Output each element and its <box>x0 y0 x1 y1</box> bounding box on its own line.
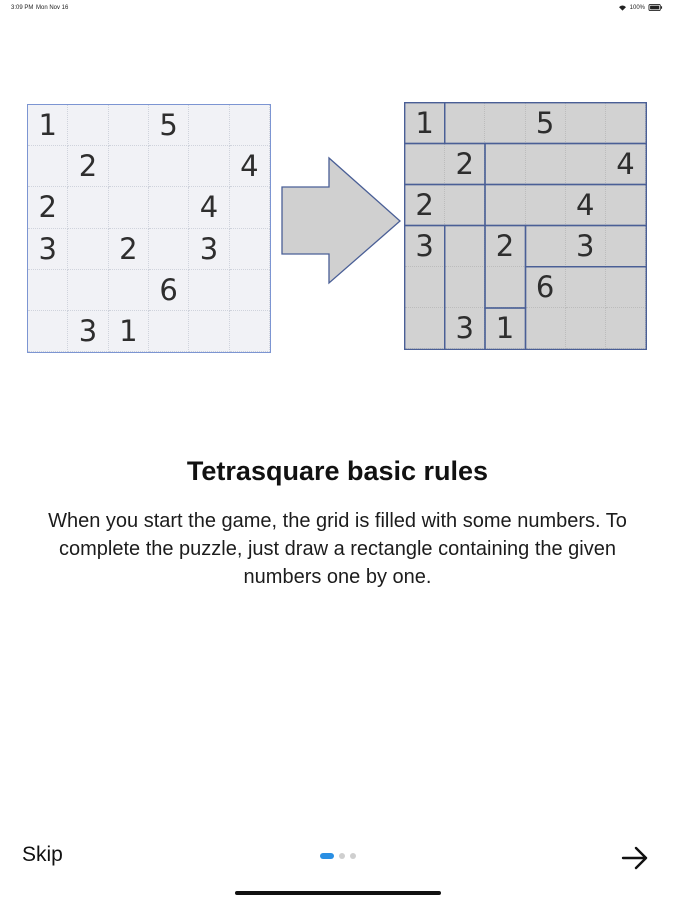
puzzle-grid-cell <box>68 270 108 311</box>
solved-grid-cell: 2 <box>405 185 445 226</box>
puzzle-grid-cell: 3 <box>28 229 68 270</box>
puzzle-grid-cell <box>230 187 270 228</box>
puzzle-grid-cell: 2 <box>28 187 68 228</box>
wifi-icon <box>618 4 627 11</box>
solved-grid-cell: 6 <box>526 267 566 308</box>
puzzle-grid-cell <box>189 311 229 352</box>
solved-grid-cell <box>606 267 646 308</box>
solved-grid-cell <box>445 267 485 308</box>
rules-description: When you start the game, the grid is filled with some numbers. To complete the puzzle, just draw a rectangle containing the given numbers one by one. <box>48 510 627 588</box>
solved-grid-cell <box>485 144 525 185</box>
puzzle-grid-cell: 2 <box>68 146 108 187</box>
solved-grid-cell <box>405 308 445 349</box>
solved-grid-cell <box>566 308 606 349</box>
solved-grid-cell: 4 <box>566 185 606 226</box>
puzzle-grid-cell: 5 <box>149 105 189 146</box>
puzzle-grid-cell <box>109 105 149 146</box>
solved-grid-cell <box>606 308 646 349</box>
solved-grid-cell <box>566 144 606 185</box>
puzzle-grid-cell <box>68 229 108 270</box>
solved-grid-cell <box>606 103 646 144</box>
page-dot-3[interactable] <box>350 853 356 859</box>
page-dot-1[interactable] <box>320 853 334 859</box>
puzzle-grid-cell <box>149 311 189 352</box>
solved-grid-cell <box>526 226 566 267</box>
puzzle-grid-cell: 1 <box>109 311 149 352</box>
solved-grid-cell <box>405 144 445 185</box>
solved-grid-cell: 3 <box>445 308 485 349</box>
solved-grid-cell <box>485 267 525 308</box>
status-bar <box>0 0 675 18</box>
puzzle-grid-cell <box>149 187 189 228</box>
puzzle-grid <box>27 104 271 353</box>
puzzle-grid-cell <box>68 105 108 146</box>
solved-grid-cell <box>445 226 485 267</box>
puzzle-grid-cell <box>149 229 189 270</box>
right-arrow-icon <box>279 156 403 286</box>
solved-grid-cell <box>566 267 606 308</box>
puzzle-grid-cell <box>189 270 229 311</box>
solved-grid <box>404 102 647 350</box>
status-date: Mon Nov 16 <box>36 5 69 11</box>
solved-grid-cell: 3 <box>405 226 445 267</box>
puzzle-grid-cell: 1 <box>28 105 68 146</box>
solved-grid-cell <box>445 103 485 144</box>
puzzle-grid-cell <box>68 187 108 228</box>
puzzle-grid-cell <box>109 270 149 311</box>
solved-grid-cell: 2 <box>485 226 525 267</box>
solved-grid-cell: 5 <box>526 103 566 144</box>
puzzle-grid-cell <box>28 146 68 187</box>
puzzle-grid-cell: 3 <box>68 311 108 352</box>
solved-grid-cell: 1 <box>405 103 445 144</box>
skip-button[interactable]: Skip <box>22 843 63 866</box>
puzzle-grid-cell <box>189 146 229 187</box>
status-indicators <box>618 4 663 11</box>
puzzle-grid-cell <box>109 146 149 187</box>
puzzle-grid-cell: 3 <box>189 229 229 270</box>
page-dot-2[interactable] <box>339 853 345 859</box>
puzzle-grid-cell <box>28 270 68 311</box>
page-title: Tetrasquare basic rules <box>186 456 489 486</box>
solved-grid-cell <box>485 103 525 144</box>
solved-grid-cell <box>606 185 646 226</box>
puzzle-grid-cell <box>230 311 270 352</box>
puzzle-grid-cell: 2 <box>109 229 149 270</box>
puzzle-grid-cell <box>149 146 189 187</box>
puzzle-grid-cell <box>230 105 270 146</box>
puzzle-grid-cell: 4 <box>189 187 229 228</box>
puzzle-grid-cell: 4 <box>230 146 270 187</box>
arrow-right-icon[interactable] <box>619 843 651 873</box>
solved-grid-cell <box>526 144 566 185</box>
solved-grid-cell <box>566 103 606 144</box>
puzzle-grid-cell <box>28 311 68 352</box>
solved-grid-cell: 2 <box>445 144 485 185</box>
battery-percentage: 100% <box>629 4 645 11</box>
solved-grid-cell <box>606 226 646 267</box>
solved-grid-cell: 4 <box>606 144 646 185</box>
puzzle-grid-cell <box>230 229 270 270</box>
status-time: 3:09 PM <box>11 5 34 11</box>
page-indicator[interactable] <box>320 853 356 859</box>
solved-grid-cell <box>405 267 445 308</box>
solved-grid-cell <box>526 185 566 226</box>
puzzle-grid-cell <box>109 187 149 228</box>
battery-full-icon <box>648 4 663 11</box>
solved-grid-cell <box>526 308 566 349</box>
solved-grid-cell: 1 <box>485 308 525 349</box>
puzzle-grid-cell: 6 <box>149 270 189 311</box>
puzzle-grid-cell <box>189 105 229 146</box>
solved-grid-cell <box>445 185 485 226</box>
puzzle-grid-cell <box>230 270 270 311</box>
solved-grid-cell: 3 <box>566 226 606 267</box>
solved-grid-cell <box>485 185 525 226</box>
home-indicator <box>235 891 441 895</box>
